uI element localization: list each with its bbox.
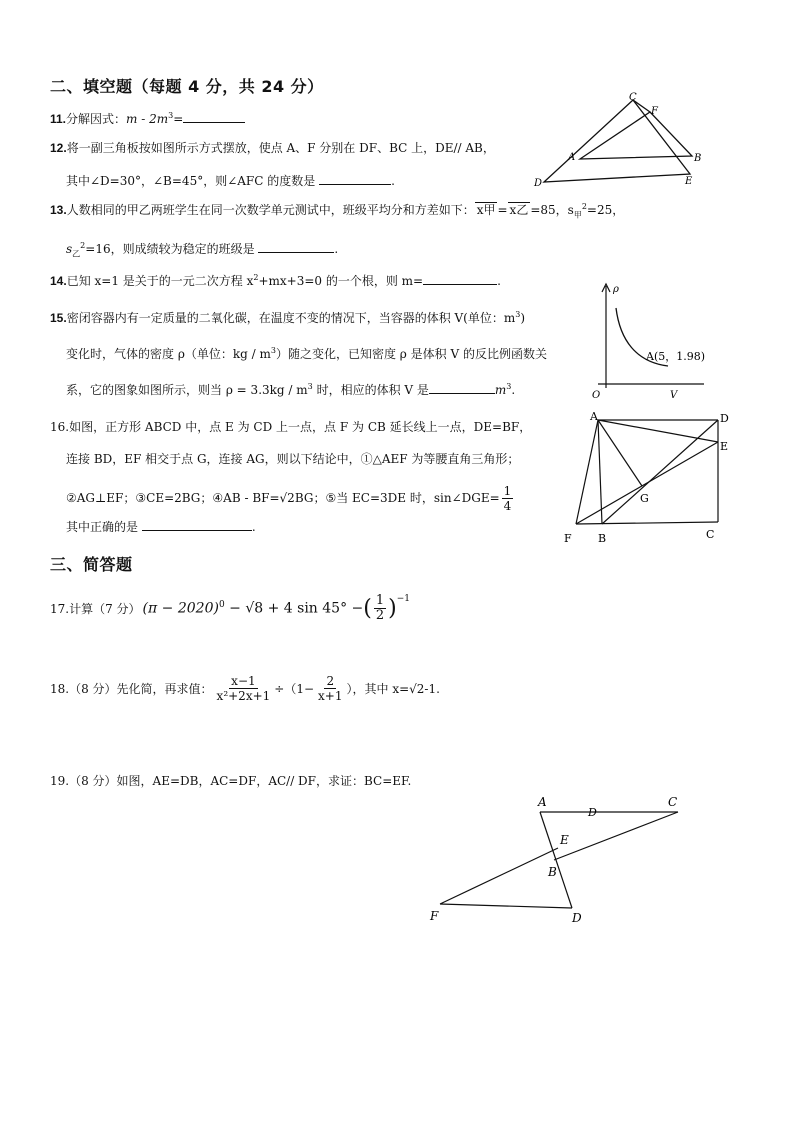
label-B: B bbox=[548, 865, 557, 879]
answer-blank[interactable] bbox=[423, 272, 497, 285]
label-A: A bbox=[590, 410, 598, 423]
fraction-expression-1: $\frac{x-1}{\text{x²+2x+1}}$ bbox=[216, 674, 271, 703]
label-A: A bbox=[568, 152, 576, 163]
label-D: D bbox=[534, 178, 543, 189]
section-title-short-answer: 三、简答题 bbox=[50, 555, 133, 574]
question-16-line3: ②AG⊥EF；③CE=2BG；④AB - BF=√2BG；⑤当 EC=3DE 时，sin∠DGE= $\frac{1}{4}$ bbox=[66, 484, 512, 513]
fraction-one-half: $\frac{1}{2}$ bbox=[375, 593, 385, 623]
answer-blank[interactable] bbox=[429, 381, 495, 394]
question-15-line3: 系，它的图象如图所示，则当 $\rho = 3.3kg / m^3$ 时，相应的体积 V 是 $m^3$. bbox=[66, 382, 516, 397]
label-B: B bbox=[694, 153, 702, 164]
origin-label: O bbox=[592, 390, 601, 401]
point-A-label: A(5，1.98) bbox=[646, 350, 706, 363]
question-11: 11.分解因式：$m - 2m^3=$ bbox=[50, 110, 245, 127]
label-C: C bbox=[706, 528, 715, 541]
label-G: G bbox=[640, 492, 649, 505]
axis-rho-label: ρ bbox=[613, 284, 619, 295]
question-17: 17. 计算（7 分） $(\pi - 2020)^0 - √8 + 4$ sin 45° − ( $\frac{1}{2}$ ) $^{-1}$ bbox=[50, 593, 411, 623]
figure-19-triangles bbox=[420, 790, 700, 930]
label-F: F bbox=[651, 106, 658, 117]
label-E: E bbox=[560, 833, 569, 847]
question-number: 11. bbox=[50, 112, 67, 126]
question-13-line1: 13.人数相同的甲乙两班学生在同一次数学单元测试中，班级平均分和方差如下： x甲 = x乙 =85，$s_甲^2=25$， bbox=[50, 202, 625, 220]
answer-blank[interactable] bbox=[183, 110, 245, 123]
question-15-line2: 变化时，气体的密度 ρ（单位：kg / $m^3$）随之变化，已知密度 ρ 是体积 V 的反比例函数关 bbox=[66, 346, 547, 361]
label-B: B bbox=[598, 532, 607, 545]
figure-12-triangles bbox=[530, 88, 710, 190]
question-16-line2: 连接 BD，EF 相交于点 G，连接 AG，则以下结论中，①△AEF 为等腰直角三角形； bbox=[66, 452, 520, 466]
label-D: D bbox=[572, 911, 582, 925]
question-12-line1: 12.将一副三角板按如图所示方式摆放，使点 A、F 分别在 DF、BC 上，DE// AB， bbox=[50, 141, 495, 155]
fraction-expression-2: $\frac{2}{x+1}$ bbox=[318, 674, 343, 703]
question-15-line1: 15.密闭容器内有一定质量的二氧化碳，在温度不变的情况下，当容器的体积 V(单位：$m^3$) bbox=[50, 310, 526, 325]
label-A: A bbox=[538, 795, 547, 809]
label-F: F bbox=[564, 532, 572, 545]
label-D: D bbox=[720, 412, 729, 425]
label-F: F bbox=[430, 909, 439, 923]
answer-blank[interactable] bbox=[319, 172, 391, 185]
label-E: E bbox=[685, 176, 693, 187]
fraction-one-quarter: $\frac{1}{4}$ bbox=[503, 484, 512, 513]
question-13-line2: $s_乙^2=16$，则成绩较为稳定的班级是 . bbox=[66, 241, 339, 259]
section-title-fill-in: 二、填空题（每题 4 分，共 24 分） bbox=[50, 77, 324, 96]
label-C: C bbox=[629, 92, 637, 103]
figure-15-inverse-graph bbox=[586, 278, 726, 402]
label-E: E bbox=[720, 440, 729, 453]
question-14: 14.已知 x=1 是关于的一元二次方程 $x^2+mx+3=0$ 的一个根，则 m= . bbox=[50, 273, 501, 288]
question-16-line1: 16.如图，正方形 ABCD 中，点 E 为 CD 上一点，点 F 为 CB 延长线上一点，DE=BF， bbox=[50, 420, 532, 434]
label-D-top: D bbox=[588, 806, 597, 819]
question-16-line4: 其中正确的是 . bbox=[66, 520, 256, 534]
axis-v-label: V bbox=[670, 390, 678, 401]
answer-blank[interactable] bbox=[142, 518, 252, 531]
question-12-line2: 其中∠D=30°，∠B=45°，则∠AFC 的度数是 . bbox=[66, 174, 395, 188]
answer-blank[interactable] bbox=[258, 240, 334, 253]
question-18: 18. （8 分）先化简，再求值： $\frac{x-1}{\text{x²+2x+1}}$ ÷（1− $\frac{2}{x+1}$ ），其中 x= √2 -1. bbox=[50, 674, 440, 703]
question-19: 19.（8 分）如图，AE=DB，AC=DF，AC// DF，求证：BC=EF. bbox=[50, 774, 412, 788]
figure-16-square bbox=[560, 406, 736, 546]
label-C: C bbox=[668, 795, 678, 809]
